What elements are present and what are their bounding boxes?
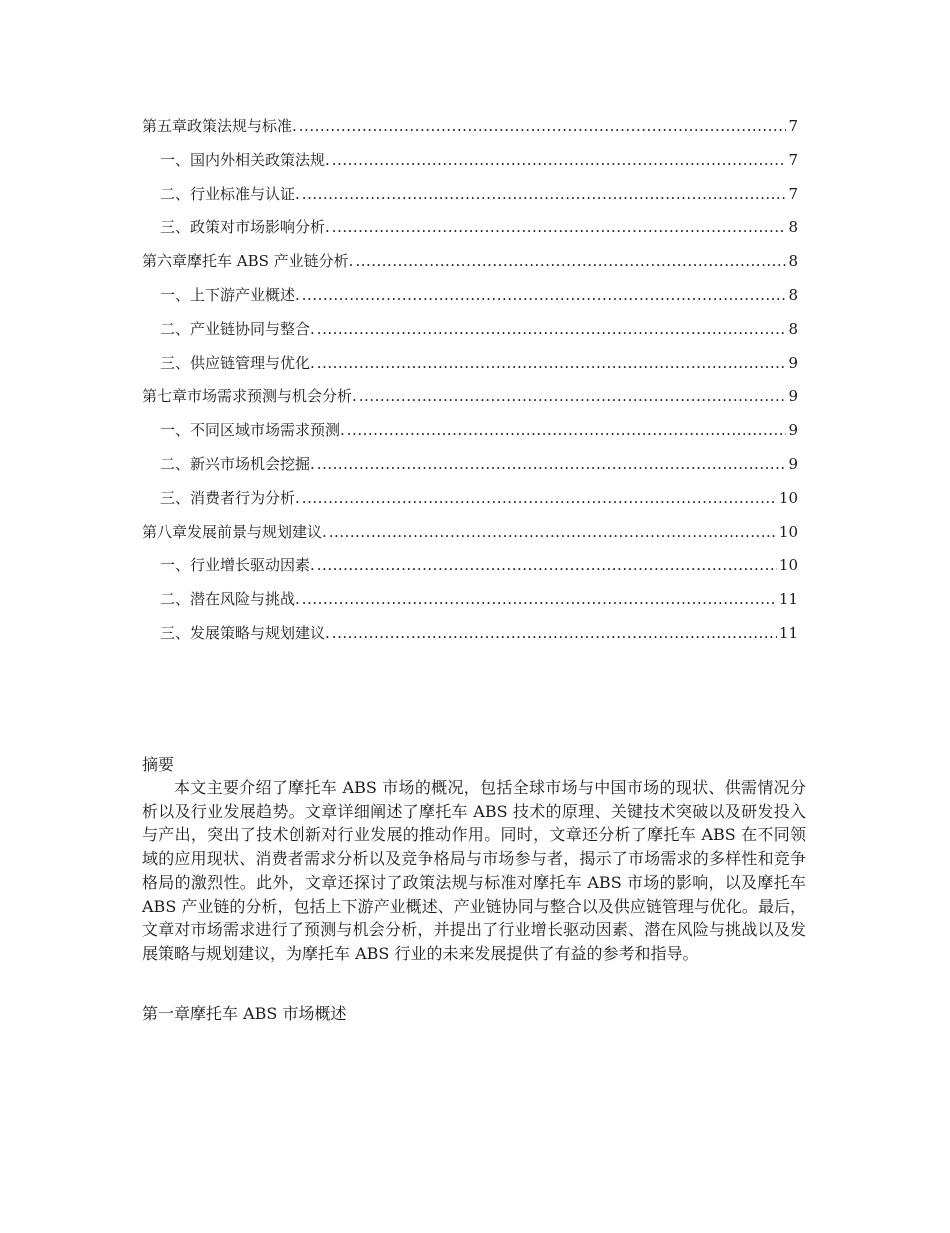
toc-entry[interactable] — [142, 488, 798, 522]
toc-entry-page: 9 — [788, 387, 798, 406]
toc-leader-dots — [355, 251, 786, 271]
toc-entry-page: 7 — [788, 150, 798, 169]
toc-entry-page: 10 — [778, 488, 798, 507]
toc-entry[interactable] — [142, 285, 798, 319]
toc-leader-dots — [302, 488, 777, 508]
toc-entry-page: 10 — [778, 556, 798, 575]
toc-entry-label: 一、国内外相关政策法规. — [160, 150, 330, 169]
toc-entry-label: 发展策略与规划建议. — [190, 623, 330, 642]
toc-entry-page: 8 — [788, 218, 798, 237]
toc-leader-dots — [347, 420, 787, 440]
toc-entry[interactable] — [142, 150, 798, 184]
toc-entry-page: 8 — [788, 285, 798, 304]
toc-leader-dots — [332, 217, 787, 237]
toc-leader-dots — [299, 116, 787, 136]
toc-leader-dots — [329, 522, 777, 542]
chapter-heading: 第一章摩托车 ABS 市场概述 — [142, 1004, 347, 1023]
toc-entry-label: 产业链协同与整合. — [190, 319, 315, 338]
toc-entry-number: 二、 — [160, 184, 191, 203]
toc-entry[interactable] — [142, 251, 798, 285]
toc-entry-label: 行业标准与认证. — [190, 184, 300, 203]
toc-entry-page: 9 — [788, 353, 798, 372]
toc-leader-dots — [317, 555, 777, 575]
toc-entry-label: 第七章市场需求预测与机会分析. — [142, 387, 357, 406]
toc-entry-label: 政策对市场影响分析. — [190, 218, 330, 237]
toc-leader-dots — [302, 184, 787, 204]
toc-entry-page: 7 — [788, 184, 798, 203]
toc-leader-dots — [317, 353, 787, 373]
toc-entry-label: 一、上下游产业概述. — [160, 285, 300, 304]
toc-entry[interactable] — [142, 217, 798, 251]
toc-leader-dots — [359, 386, 787, 406]
toc-entry-page: 9 — [788, 421, 798, 440]
toc-entry-page: 9 — [788, 454, 798, 473]
toc-entry-number: 二、 — [160, 454, 191, 473]
toc-entry-number: 三、 — [160, 353, 191, 372]
toc-entry-number: 二、 — [160, 319, 191, 338]
toc-leader-dots — [317, 319, 787, 339]
toc-entry[interactable] — [142, 555, 798, 589]
toc-entry-label: 新兴市场机会挖掘. — [190, 454, 315, 473]
toc-entry[interactable] — [142, 522, 798, 556]
toc-entry-label: 第五章政策法规与标准. — [142, 117, 297, 135]
toc-entry[interactable] — [142, 116, 798, 150]
toc-entry[interactable] — [142, 623, 798, 657]
toc-entry-label: 潜在风险与挑战. — [190, 590, 300, 609]
toc-entry-page: 8 — [788, 252, 798, 271]
toc-entry-label: 一、不同区域市场需求预测. — [160, 421, 345, 440]
abstract-body: 本文主要介绍了摩托车 ABS 市场的概况，包括全球市场与中国市场的现状、供需情况分析以及行业发展趋势。文章详细阐述了摩托车 ABS 技术的原理、关键技术突破以及研发投入与产出，突出了技术创新对行业发展的推动作用。同时，文章还分析了摩托车 ABS 在不同领域的应用现状、消费者需求分析以及竞争格局与市场参与者，揭示了市场需求的多样性和竞争格局的激烈性。此外，文章还探讨了政策法规与标准对摩托车 ABS 市场的影响，以及摩托车 ABS 产业链的分析，包括上下游产业概述、产业链协同与整合以及供应链管理与优化。最后，文章对市场需求进行了预测与机会分析，并提出了行业增长驱动因素、潜在风险与挑战以及发展策略与规划建议，为摩托车 ABS 行业的未来发展提供了有益的参考和指导。 — [142, 778, 806, 963]
toc-entry-page: 7 — [788, 117, 798, 135]
toc-entry-label: 一、行业增长驱动因素. — [160, 556, 315, 575]
toc-entry[interactable] — [142, 386, 798, 420]
toc-leader-dots — [332, 623, 777, 643]
toc-entry[interactable] — [142, 184, 798, 218]
toc-entry-label: 第六章摩托车 ABS 产业链分析. — [142, 252, 354, 271]
toc-entry-page: 10 — [778, 522, 798, 541]
toc-leader-dots — [332, 150, 787, 170]
toc-entry[interactable] — [142, 420, 798, 454]
toc-entry[interactable] — [142, 353, 798, 387]
toc-entry[interactable] — [142, 589, 798, 623]
toc-entry-page: 11 — [778, 590, 798, 609]
toc-leader-dots — [317, 454, 787, 474]
toc-entry[interactable] — [142, 319, 798, 353]
toc-entry-number: 二、 — [160, 590, 191, 609]
toc-entry-label: 第八章发展前景与规划建议. — [142, 522, 327, 541]
toc-entry-page: 11 — [778, 623, 798, 642]
toc-leader-dots — [302, 285, 787, 305]
toc-entry-label: 供应链管理与优化. — [190, 353, 315, 372]
toc-entry-label: 消费者行为分析. — [190, 488, 300, 507]
toc-entry-number: 三、 — [160, 488, 191, 507]
table-of-contents — [142, 116, 798, 657]
toc-entry[interactable] — [142, 454, 798, 488]
toc-leader-dots — [302, 589, 777, 609]
toc-entry-number: 三、 — [160, 623, 191, 642]
toc-entry-page: 8 — [788, 319, 798, 338]
toc-entry-number: 三、 — [160, 218, 191, 237]
abstract-title: 摘要 — [142, 755, 175, 774]
